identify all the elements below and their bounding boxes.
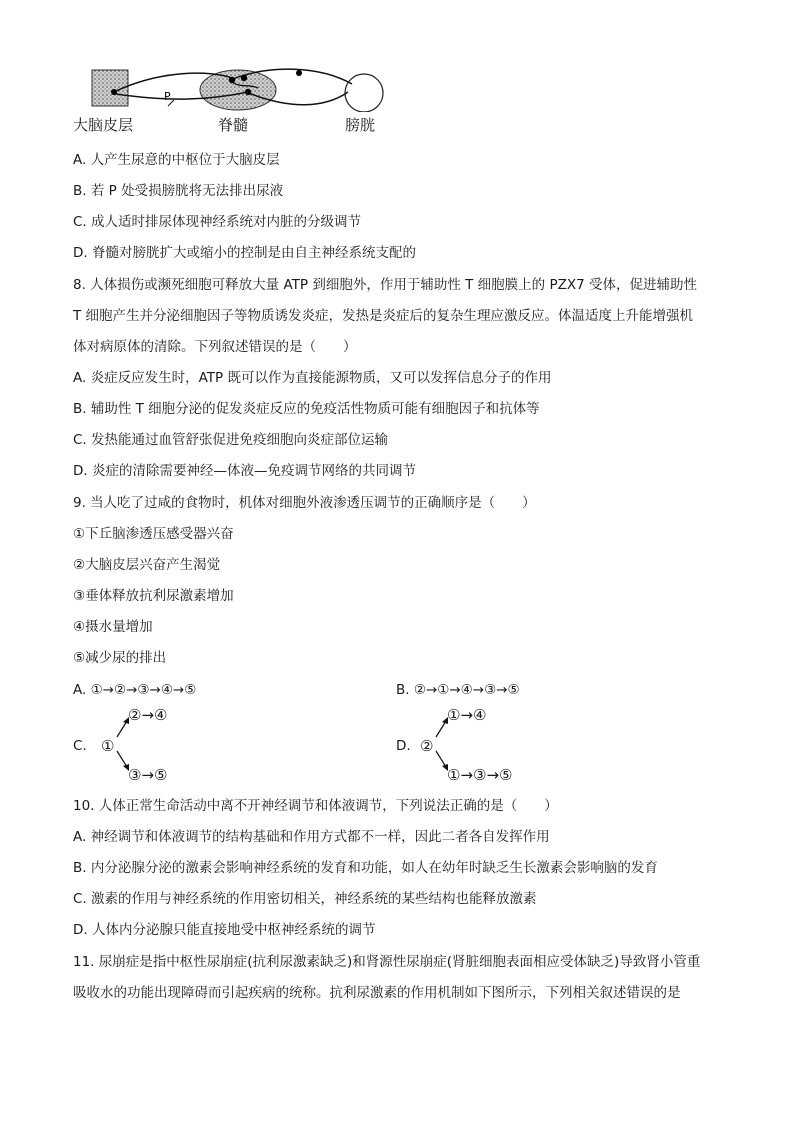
q9-item-2: ②大脑皮层兴奋产生渴觉	[73, 557, 221, 573]
q7-option-c: C. 成人适时排尿体现神经系统对内脏的分级调节	[73, 214, 362, 230]
q8-stem-line-1: 8. 人体损伤或濒死细胞可释放大量 ATP 到细胞外，作用于辅助性 T 细胞膜上的 PZX7 受体，促进辅助性	[73, 277, 697, 293]
q9-option-b: B. ②→①→④→③→⑤	[396, 682, 520, 698]
q9-item-5: ⑤减少尿的排出	[73, 650, 167, 666]
neuron-node	[296, 70, 302, 76]
q9-option-d-tree	[396, 703, 546, 787]
q8-option-b: B. 辅助性 T 细胞分泌的促发炎症反应的免疫活性物质可能有细胞因子和抗体等	[73, 401, 540, 417]
q9-item-4: ④摄水量增加	[73, 619, 153, 635]
q10-option-c: C. 激素的作用与神经系统的作用密切相关，神经系统的某些结构也能释放激素	[73, 891, 537, 907]
q8-stem-line-2: T 细胞产生并分泌细胞因子等物质诱发炎症，发热是炎症后的复杂生理应激反应。体温适度上升能增强机	[73, 308, 694, 324]
q9-option-c-letter: C.	[73, 738, 87, 754]
neuron-node	[245, 89, 251, 95]
q9-option-c-lower: ③→⑤	[128, 766, 168, 784]
q10-option-b: B. 内分泌腺分泌的激素会影响神经系统的发育和功能，如人在幼年时缺乏生长激素会影响脑的发育	[73, 860, 658, 876]
q9-option-c-upper: ②→④	[128, 706, 168, 724]
q9-option-d-upper: ①→④	[447, 706, 487, 724]
neuron-node	[241, 75, 247, 81]
spinal-cord-label: 脊髓	[218, 116, 249, 134]
reflex-pathway-diagram	[70, 62, 400, 138]
q10-option-d: D. 人体内分泌腺只能直接地受中枢神经系统的调节	[73, 922, 376, 938]
q10-option-a: A. 神经调节和体液调节的结构基础和作用方式都不一样，因此二者各自发挥作用	[73, 829, 550, 845]
pathway-figure	[70, 62, 400, 112]
q9-option-d-letter: D.	[396, 738, 411, 754]
p-label: P	[164, 90, 171, 103]
q9-item-3: ③垂体释放抗利尿激素增加	[73, 588, 234, 604]
q7-option-b: B. 若 P 处受损膀胱将无法排出尿液	[73, 183, 284, 199]
neuron-node	[111, 89, 117, 95]
q9-option-c-tree	[73, 703, 193, 787]
spinal-cord-ellipse	[200, 70, 276, 110]
bladder-circle	[345, 74, 383, 112]
q9-option-d-root: ②	[420, 737, 434, 755]
q11-stem-line-1: 11. 尿崩症是指中枢性尿崩症(抗利尿激素缺乏)和肾源性尿崩症(肾脏细胞表面相应受体缺乏)导致肾小管重	[73, 954, 701, 970]
q10-stem: 10. 人体正常生命活动中离不开神经调节和体液调节，下列说法正确的是（ ）	[73, 798, 558, 814]
q8-stem-line-3: 体对病原体的清除。下列叙述错误的是（ ）	[73, 339, 357, 355]
cortex-label: 大脑皮层	[73, 116, 134, 134]
q11-stem-line-2: 吸收水的功能出现障碍而引起疾病的统称。抗利尿激素的作用机制如下图所示，下列相关叙述错误的是	[73, 985, 681, 1001]
bladder-label: 膀胱	[345, 116, 376, 134]
neuron-node	[229, 77, 235, 83]
q7-option-a: A. 人产生尿意的中枢位于大脑皮层	[73, 152, 280, 168]
q9-option-c-root: ①	[101, 737, 115, 755]
q9-item-1: ①下丘脑渗透压感受器兴奋	[73, 526, 234, 542]
q9-option-d-lower: ①→③→⑤	[447, 766, 513, 784]
q9-stem: 9. 当人吃了过咸的食物时，机体对细胞外液渗透压调节的正确顺序是（ ）	[73, 495, 536, 511]
q8-option-d: D. 炎症的清除需要神经—体液—免疫调节网络的共同调节	[73, 463, 416, 479]
q7-option-d: D. 脊髓对膀胱扩大或缩小的控制是由自主神经系统支配的	[73, 245, 416, 261]
q8-option-a: A. 炎症反应发生时，ATP 既可以作为直接能源物质，又可以发挥信息分子的作用	[73, 370, 552, 386]
q9-option-a: A. ①→②→③→④→⑤	[73, 682, 197, 698]
q8-option-c: C. 发热能通过血管舒张促进免疫细胞向炎症部位运输	[73, 432, 389, 448]
